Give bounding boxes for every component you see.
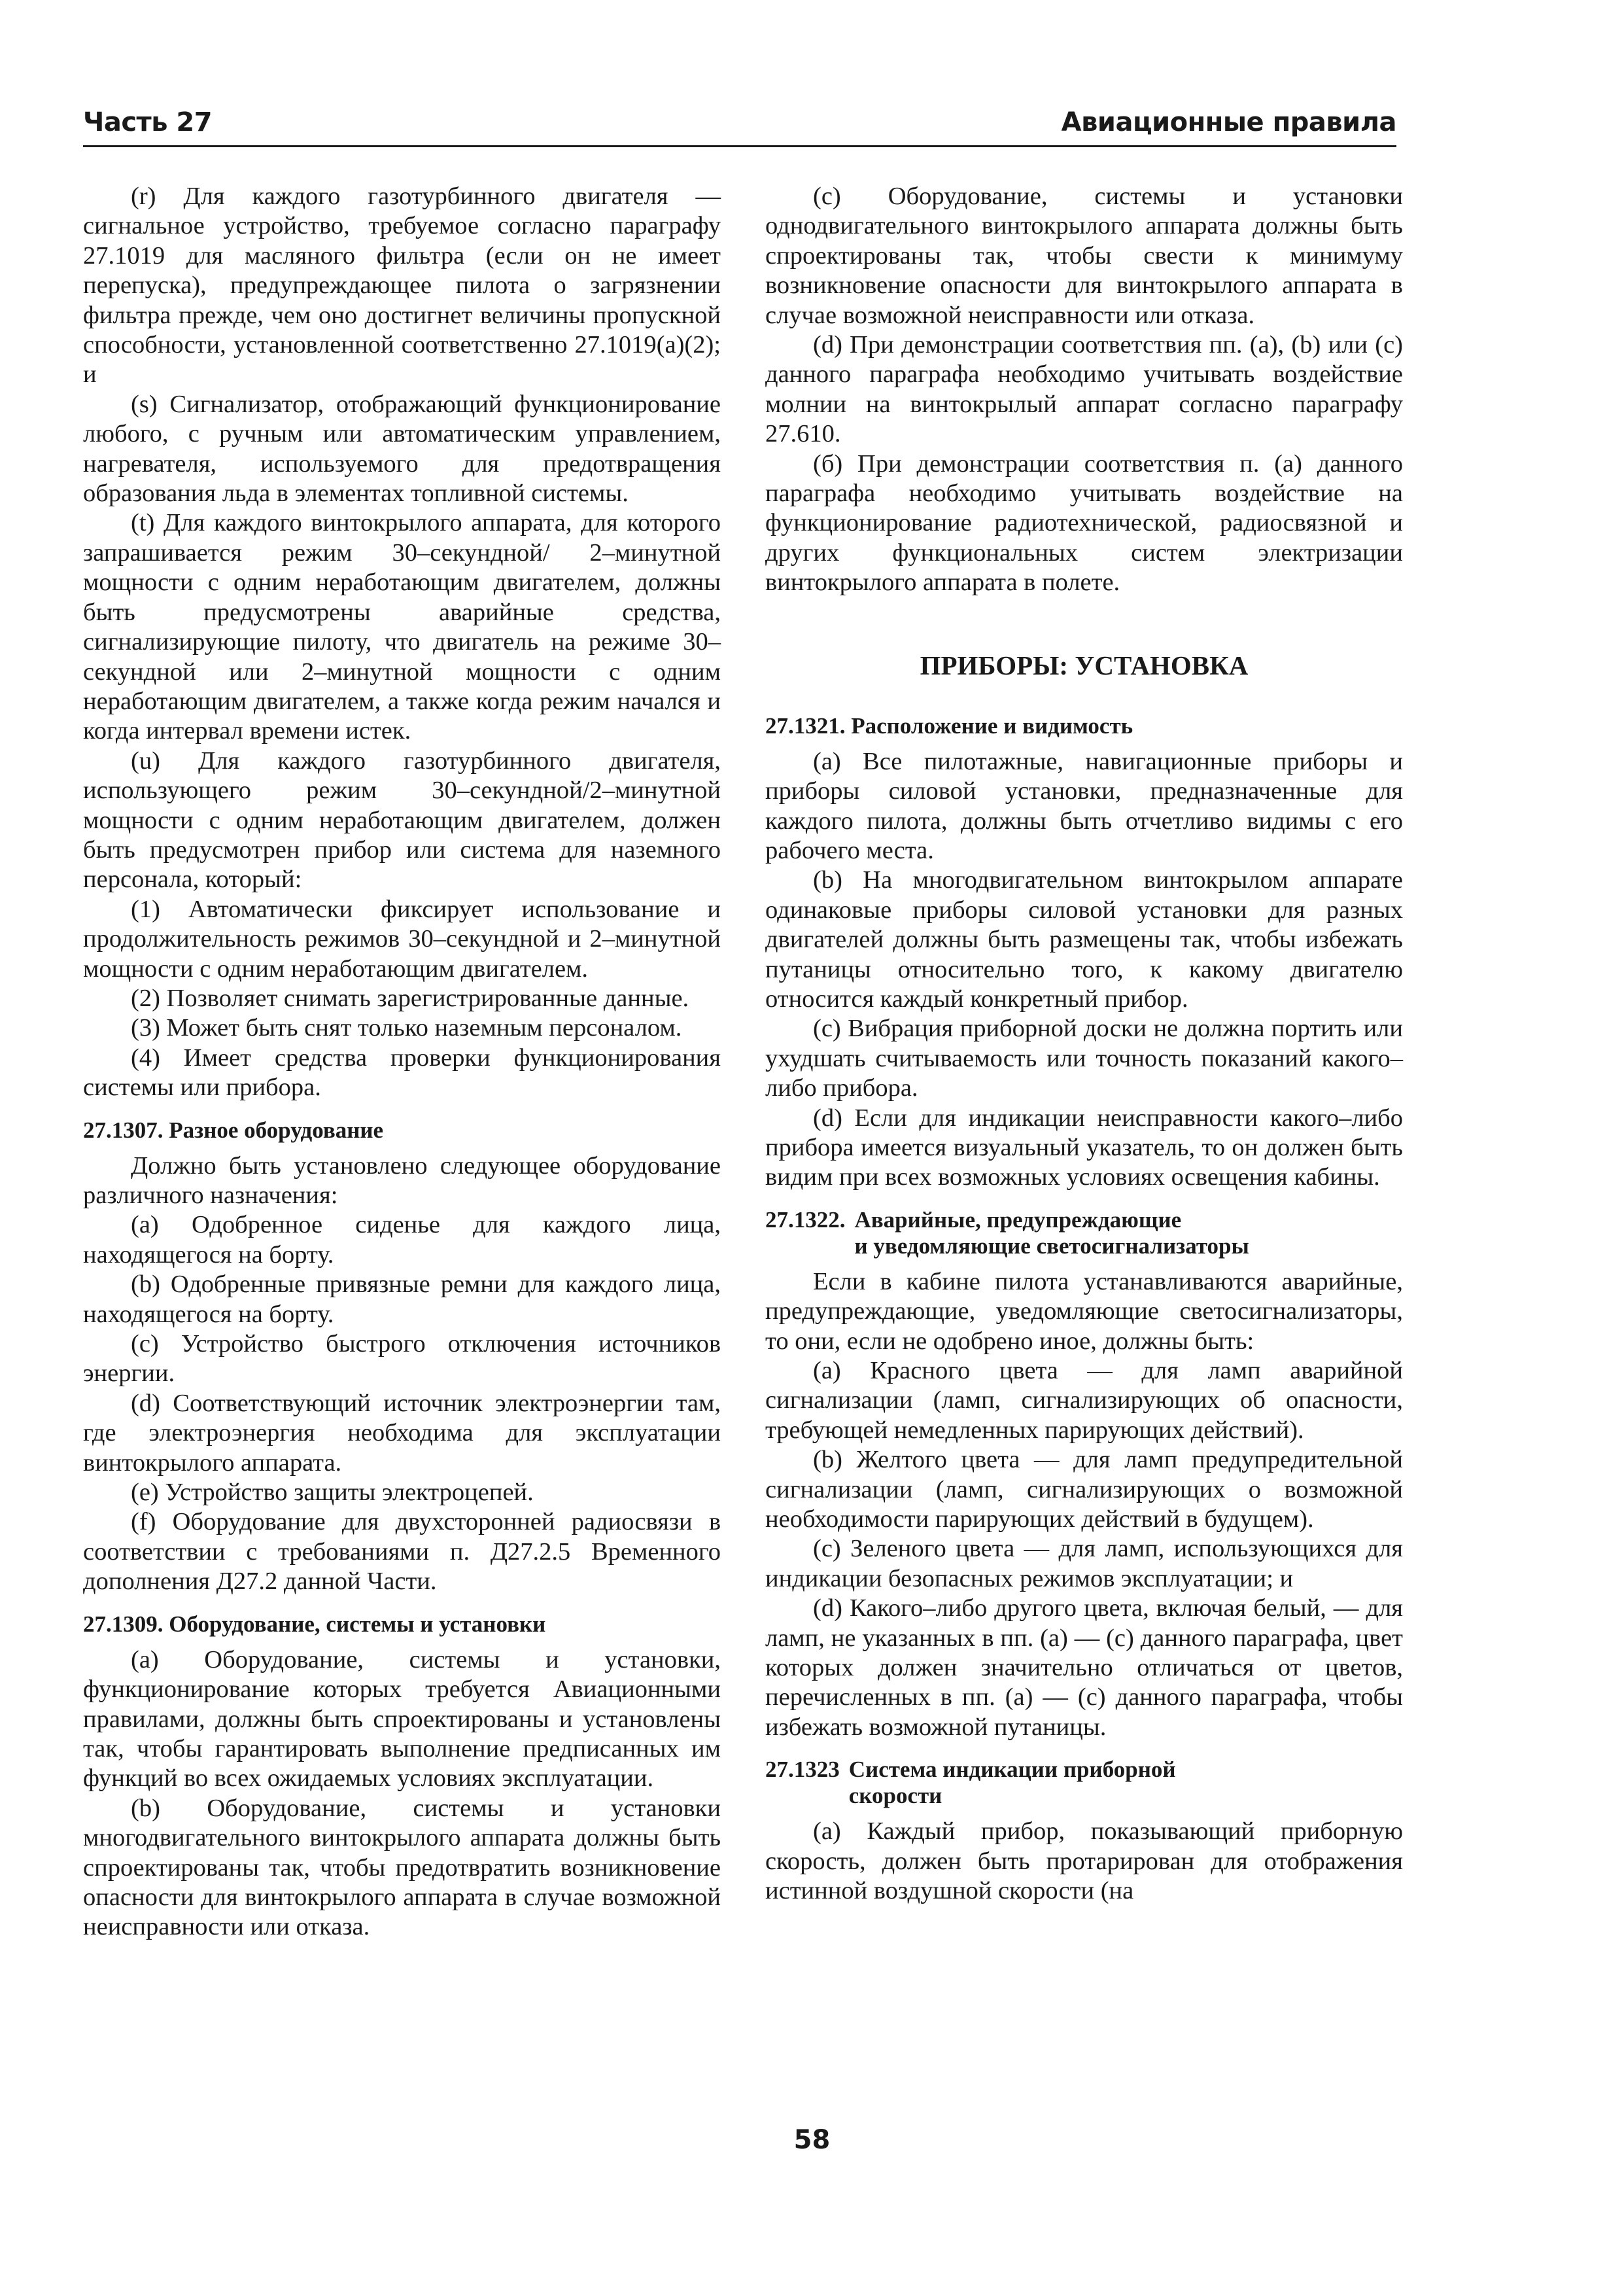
section-1307-item-e: (e) Устройство защиты электроцепей. — [131, 1479, 534, 1507]
section-1307-item-d: (d) Соответствующий источник электроэнергии там, где электроэнергия необходима для эксплуатации винтокрылого аппарата. — [83, 1389, 721, 1477]
section-1307-item-a: (a) Одобренное сиденье для каждого лица, находящегося на борту. — [83, 1211, 721, 1269]
section-title-line-2: и уведомляющие светосигнализаторы — [854, 1233, 1249, 1259]
section-1321-item-c: (c) Вибрация приборной доски не должна портить или ухудшать считываемость или точность показаний какого–либо прибора. — [765, 1015, 1403, 1102]
section-1322-item-c: (c) Зеленого цвета — для ламп, использующихся для индикации безопасных режимов эксплуатации; и — [765, 1535, 1403, 1592]
section-1321-item-b: (b) На многодвигательном винтокрылом аппарате одинаковые приборы силовой установки для разных двигателей должны быть размещены так, чтобы избежать путаницы относительно того, к какому двигателю относится каждый конкретный прибор. — [765, 866, 1403, 1013]
paragraph-u-2: (2) Позволяет снимать зарегистрированные данные. — [131, 984, 689, 1012]
header-part-label: Часть 27 — [83, 107, 213, 137]
section-title: Расположение и видимость — [851, 712, 1133, 739]
paragraph-s: (s) Сигнализатор, отображающий функционирование любого, с ручным или автоматическим управлением, нагревателя, используемого для предотвращения образования льда в элементах топливной системы. — [83, 390, 721, 508]
paragraph-r: (r) Для каждого газотурбинного двигателя — сигнальное устройство, требуемое согласно параграфу 27.1019 для масляного фильтра (если он не имеет перепуска), предупреждающее пилота о загрязнении фильтра прежде, чем оно достигнет величины пропускной способности, установленной соответственно 27.1019(a)(2); и — [83, 183, 721, 389]
section-title: Разное оборудование — [169, 1117, 384, 1143]
part-heading: ПРИБОРЫ: УСТАНОВКА — [920, 650, 1249, 680]
section-1307-intro: Должно быть установлено следующее оборудование различного назначения: — [83, 1151, 721, 1209]
section-1309-item-b2: (б) При демонстрации соответствия п. (a) данного параграфа необходимо учитывать воздействие на функционирование радиотехнической, радиосвязной и других функциональных систем электризации винтокрылого аппарата в полете. — [765, 449, 1403, 597]
section-1309-item-c: (c) Оборудование, системы и установки однодвигательного винтокрылого аппарата должны быть спроектированы так, чтобы свести к минимуму возникновение опасности для винтокрылого аппарата в случае возможной неисправности или отказа. — [765, 183, 1403, 329]
section-1321-item-a: (a) Все пилотажные, навигационные приборы и приборы силовой установки, предназначенные для каждого пилота, должны быть отчетливо видимы с его рабочего места. — [765, 747, 1403, 864]
section-heading-1307 — [83, 1117, 721, 1144]
section-1309-item-d: (d) При демонстрации соответствия пп. (a), (b) или (c) данного параграфа необходимо учитывать воздействие молнии на винтокрылый аппарат согласно параграфу 27.610. — [765, 331, 1403, 448]
section-title-line-1: Аварийные, предупреждающие — [854, 1206, 1182, 1233]
section-1307-item-b: (b) Одобренные привязные ремни для каждого лица, находящегося на борту. — [83, 1270, 721, 1328]
paragraph-u-4: (4) Имеет средства проверки функционирования системы или прибора. — [83, 1043, 721, 1102]
section-number: 27.1323 — [765, 1757, 840, 1783]
section-title-line-2: скорости — [848, 1783, 942, 1809]
section-title: Оборудование, системы и установки — [169, 1611, 546, 1637]
running-header — [83, 98, 1396, 147]
paragraph-u: (u) Для каждого газотурбинного двигателя, использующего режим 30–секундной/2–минутной мощности с одним неработающим двигателем, должен быть предусмотрен прибор или система для наземного персонала, который: — [83, 746, 721, 894]
section-number: 27.1309. — [83, 1611, 164, 1637]
section-heading-1323 — [765, 1757, 1403, 1809]
section-heading-1309 — [83, 1611, 721, 1638]
section-heading-1322 — [765, 1207, 1403, 1259]
section-1321-item-d: (d) Если для индикации неисправности какого–либо прибора имеется визуальный указатель, то он должен быть видим при всех возможных условиях освещения кабины. — [765, 1104, 1403, 1191]
paragraph-u-3: (3) Может быть снят только наземным персоналом. — [131, 1014, 682, 1042]
section-1322-item-d: (d) Какого–либо другого цвета, включая белый, — для ламп, не указанных в пп. (a) — (c) данного параграфа, цвет которых должен значительно отличаться от цветов, перечисленных в пп. (a) — (c) данного параграфа, чтобы избежать возможной путаницы. — [765, 1594, 1403, 1741]
section-1322-intro: Если в кабине пилота устанавливаются аварийные, предупреждающие, уведомляющие светосигнализаторы, то они, если не одобрено иное, должны быть: — [765, 1267, 1403, 1355]
section-1307-item-f: (f) Оборудование для двухсторонней радиосвязи в соответствии с требованиями п. Д27.2.5 Временного дополнения Д27.2 данной Части. — [83, 1508, 721, 1596]
paragraph-t: (t) Для каждого винтокрылого аппарата, для которого запрашивается режим 30–секундной/ 2–минутной мощности с одним неработающим двигателем, должны быть предусмотрены аварийные средства, сигнализирующие пилоту, что двигатель на режиме 30–секундной или 2–минутной мощности с одним неработающим двигателем, а также когда режим начался и когда интервал времени истек. — [83, 509, 721, 745]
section-1322-item-a: (a) Красного цвета — для ламп аварийной сигнализации (ламп, сигнализирующих об опасности, требующей немедленных парирующих действий). — [765, 1357, 1403, 1444]
paragraph-u-1: (1) Автоматически фиксирует использование и продолжительность режимов 30–секундной и 2–минутной мощности с одним неработающим двигателем. — [83, 895, 721, 983]
right-column — [765, 182, 1403, 1906]
section-number: 27.1307. — [83, 1117, 164, 1143]
page-number: 58 — [793, 2125, 831, 2155]
section-number: 27.1321. — [765, 712, 846, 739]
section-1309-item-b: (b) Оборудование, системы и установки многодвигательного винтокрылого аппарата должны быть спроектированы так, чтобы предотвратить возникновение опасности для винтокрылого аппарата в случае возможной неисправности или отказа. — [83, 1794, 721, 1941]
header-book-title: Авиационные правила — [1061, 107, 1396, 137]
section-heading-1321 — [765, 713, 1403, 739]
section-1323-item-a: (a) Каждый прибор, показывающий приборную скорость, должен быть протарирован для отображения истинной воздушной скорости (на — [765, 1817, 1403, 1905]
left-column — [83, 182, 721, 1942]
section-1309-item-a: (a) Оборудование, системы и установки, функционирование которых требуется Авиационными правилами, должны быть спроектированы и установлены так, чтобы гарантировать выполнение предписанных им функций во всех ожидаемых условиях эксплуатации. — [83, 1645, 721, 1793]
section-title — [849, 1757, 1403, 1809]
section-title-line-1: Система индикации приборной — [848, 1757, 1176, 1783]
section-1307-item-c: (c) Устройство быстрого отключения источников энергии. — [83, 1330, 721, 1388]
section-title — [855, 1207, 1404, 1259]
section-1322-item-b: (b) Желтого цвета — для ламп предупредительной сигнализации (ламп, сигнализирующих о возможной необходимости парирующих действий в будущем). — [765, 1446, 1403, 1533]
section-number: 27.1322. — [765, 1206, 846, 1233]
